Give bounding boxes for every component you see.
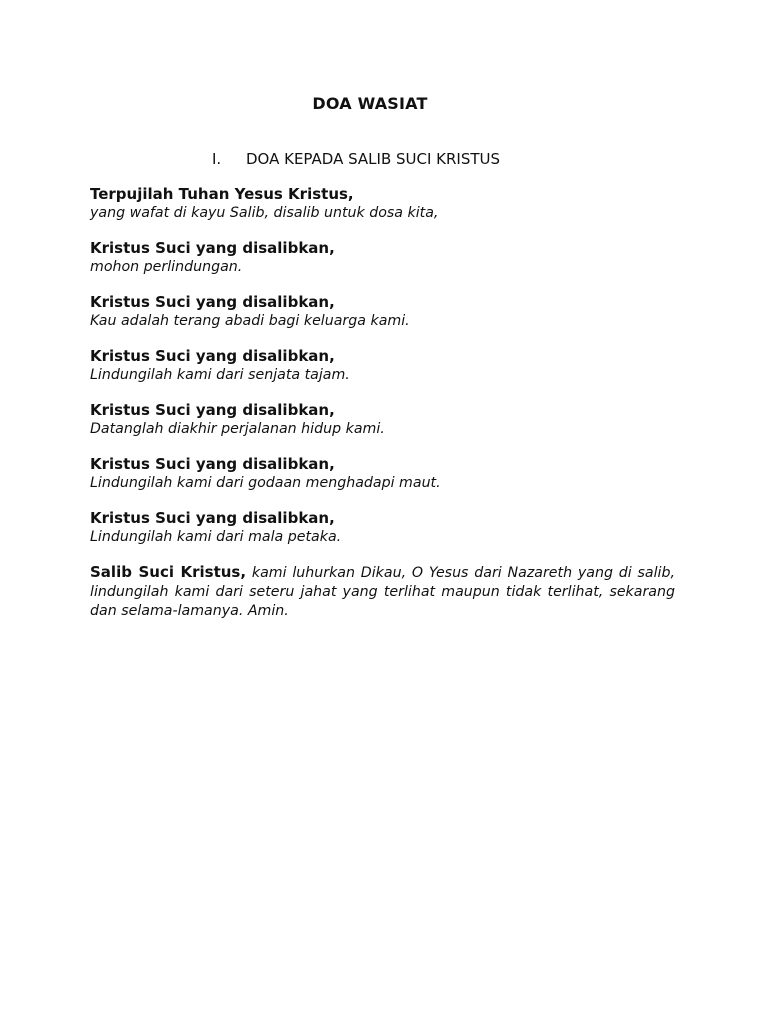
document-title: DOA WASIAT (312, 94, 428, 113)
stanza-text: yang wafat di kayu Salib, disalib untuk dosa kita, (90, 205, 439, 221)
closing-text: kami luhurkan Dikau, O Yesus dari Nazareth yang di salib, lindungilah kami dari seteru jahat yang terlihat maupun tidak terlihat, sekarang dan selama-lamanya. Amin. (90, 565, 676, 619)
prayer-body (90, 185, 675, 621)
stanza (90, 293, 675, 331)
section-heading (212, 150, 500, 168)
stanza-heading: Kristus Suci yang disalibkan, (90, 293, 335, 311)
stanza-heading: Kristus Suci yang disalibkan, (90, 239, 335, 257)
stanza-text: Lindungilah kami dari mala petaka. (90, 529, 342, 545)
stanza (90, 509, 675, 547)
closing-lead: Salib Suci Kristus, (90, 563, 247, 581)
stanza-text: mohon perlindungan. (90, 259, 243, 275)
stanza-text: Datanglah diakhir perjalanan hidup kami. (90, 421, 385, 437)
stanza-heading: Terpujilah Tuhan Yesus Kristus, (90, 185, 354, 203)
stanza-heading: Kristus Suci yang disalibkan, (90, 455, 335, 473)
stanza-heading: Kristus Suci yang disalibkan, (90, 347, 335, 365)
stanza (90, 455, 675, 493)
stanza-heading: Kristus Suci yang disalibkan, (90, 509, 335, 527)
closing-paragraph (90, 563, 675, 621)
section-number: I. (212, 150, 222, 168)
stanza (90, 401, 675, 439)
stanza-text: Lindungilah kami dari godaan menghadapi maut. (90, 475, 441, 491)
section-title: DOA KEPADA SALIB SUCI KRISTUS (246, 150, 501, 168)
stanza (90, 347, 675, 385)
stanza (90, 239, 675, 277)
stanza-text: Lindungilah kami dari senjata tajam. (90, 367, 350, 383)
stanza (90, 185, 675, 223)
stanza-text: Kau adalah terang abadi bagi keluarga kami. (90, 313, 410, 329)
stanza-heading: Kristus Suci yang disalibkan, (90, 401, 335, 419)
